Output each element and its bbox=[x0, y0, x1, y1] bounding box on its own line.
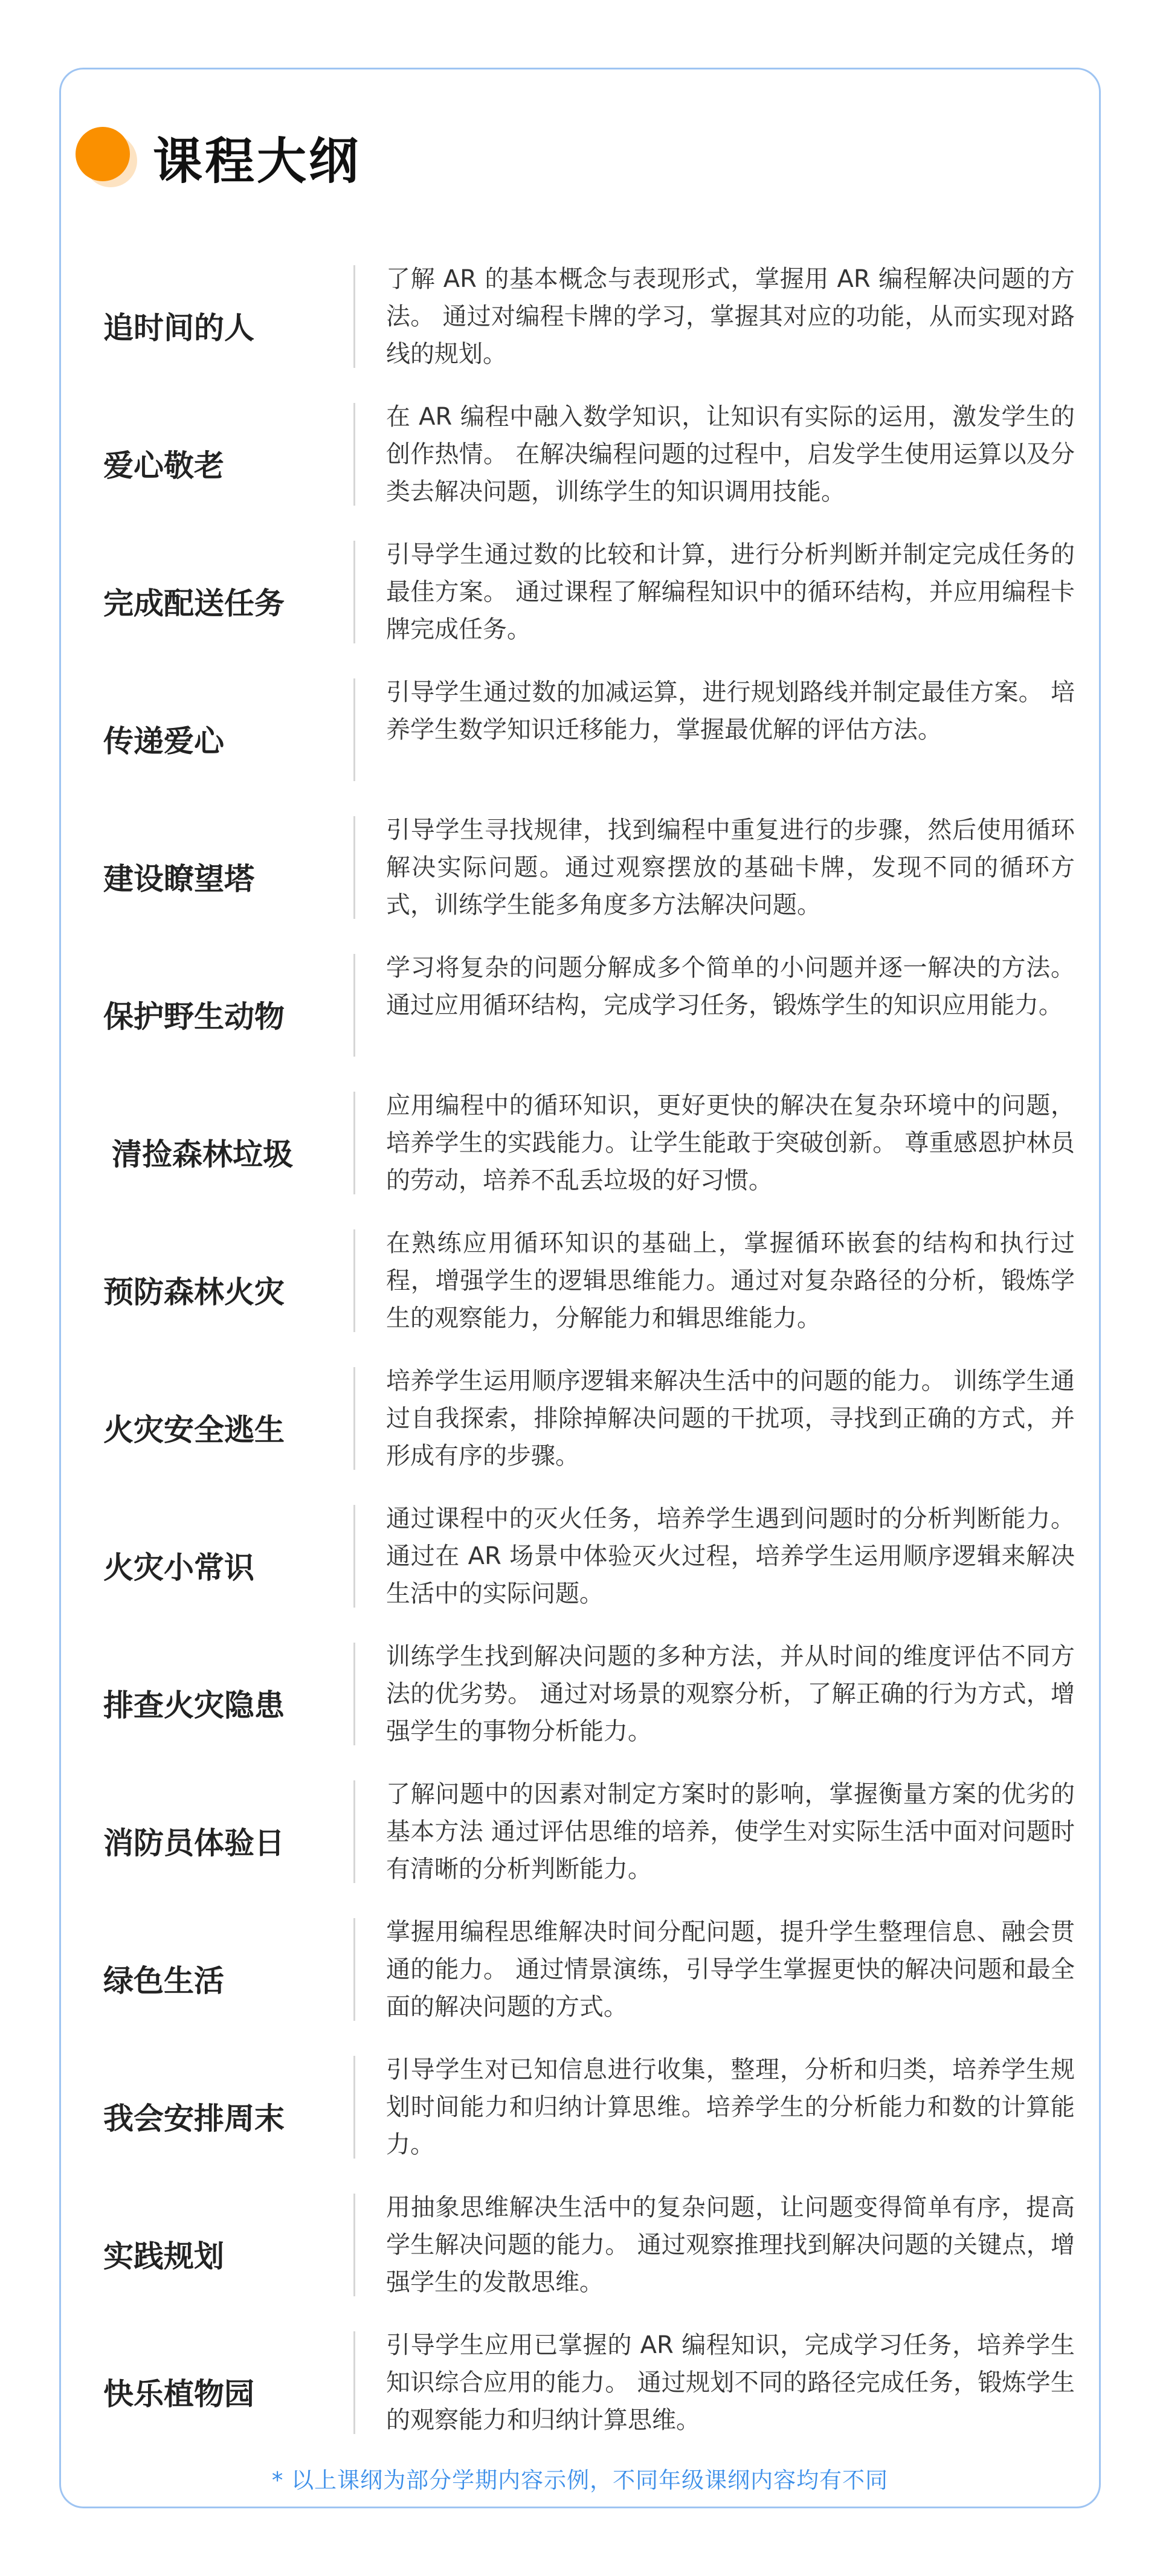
row-divider bbox=[353, 2194, 355, 2296]
course-name: 绿色生活 bbox=[103, 1963, 224, 1998]
footnote: * 以上课纲为部分学期内容示例，不同年级课纲内容均有不同 bbox=[271, 2467, 889, 2493]
course-description: 用抽象思维解决生活中的复杂问题，让问题变得简单有序，提高学生解决问题的能力。 通过观察推理找到解决问题的关键点，增强学生的发散思维。 bbox=[386, 2194, 1075, 2296]
course-row bbox=[61, 1496, 1099, 1634]
course-description: 训练学生找到解决问题的多种方法，并从时间的维度评估不同方法的优劣势。 通过对场景的观察分析，了解正确的行为方式，增强学生的事物分析能力。 bbox=[386, 1643, 1075, 1745]
course-row bbox=[61, 532, 1099, 670]
course-row bbox=[61, 394, 1099, 532]
course-name: 完成配送任务 bbox=[103, 586, 285, 621]
course-name: 快乐植物园 bbox=[103, 2377, 254, 2412]
course-name: 传递爱心 bbox=[103, 724, 224, 759]
row-divider bbox=[353, 541, 355, 643]
course-name: 爱心敬老 bbox=[103, 448, 224, 483]
course-name: 消防员体验日 bbox=[103, 1826, 285, 1861]
orange-dot-icon bbox=[76, 127, 136, 187]
course-description: 学习将复杂的问题分解成多个简单的小问题并逐一解决的方法。 通过应用循环结构，完成学习任务，锻炼学生的知识应用能力。 bbox=[386, 954, 1075, 1019]
course-row bbox=[61, 1221, 1099, 1359]
course-description: 引导学生通过数的比较和计算，进行分析判断并制定完成任务的最佳方案。 通过课程了解编程知识中的循环结构，并应用编程卡牌完成任务。 bbox=[386, 541, 1075, 643]
course-description: 在熟练应用循环知识的基础上，掌握循环嵌套的结构和执行过程，增强学生的逻辑思维能力。通过对复杂路径的分析，锻炼学生的观察能力，分解能力和辑思维能力。 bbox=[386, 1229, 1075, 1332]
course-description: 通过课程中的灭火任务，培养学生遇到问题时的分析判断能力。通过在 AR 场景中体验灭火过程，培养学生运用顺序逻辑来解决生活中的实际问题。 bbox=[386, 1505, 1075, 1608]
course-row bbox=[61, 2185, 1099, 2323]
course-row bbox=[61, 670, 1099, 808]
course-name: 实践规划 bbox=[103, 2239, 224, 2274]
row-divider bbox=[353, 265, 355, 368]
course-description: 引导学生应用已掌握的 AR 编程知识，完成学习任务，培养学生知识综合应用的能力。 通过规划不同的路径完成任务，锻炼学生的观察能力和归纳计算思维。 bbox=[386, 2331, 1075, 2434]
course-description: 引导学生对已知信息进行收集，整理，分析和归类，培养学生规划时间能力和归纳计算思维。培养学生的分析能力和数的计算能力。 bbox=[386, 2056, 1075, 2159]
course-description: 引导学生通过数的加减运算，进行规划路线并制定最佳方案。 培养学生数学知识迁移能力，掌握最优解的评估方法。 bbox=[386, 678, 1075, 744]
course-description: 了解问题中的因素对制定方案时的影响，掌握衡量方案的优劣的基本方法 通过评估思维的培养，使学生对实际生活中面对问题时有清晰的分析判断能力。 bbox=[386, 1780, 1075, 1883]
course-name: 火灾小常识 bbox=[103, 1550, 254, 1585]
course-name: 火灾安全逃生 bbox=[103, 1412, 285, 1447]
course-name: 建设瞭望塔 bbox=[103, 861, 254, 897]
row-divider bbox=[353, 1092, 355, 1194]
course-row bbox=[61, 1083, 1099, 1221]
row-divider bbox=[353, 954, 355, 1057]
course-description: 在 AR 编程中融入数学知识，让知识有实际的运用，激发学生的创作热情。 在解决编程问题的过程中，启发学生使用运算以及分类去解决问题，训练学生的知识调用技能。 bbox=[386, 403, 1075, 506]
row-divider bbox=[353, 403, 355, 506]
course-row bbox=[61, 2047, 1099, 2185]
course-row bbox=[61, 1910, 1099, 2047]
course-description: 掌握用编程思维解决时间分配问题，提升学生整理信息、融会贯通的能力。 通过情景演练，引导学生掌握更快的解决问题和最全面的解决问题的方式。 bbox=[386, 1918, 1075, 2021]
row-divider bbox=[353, 1229, 355, 1332]
row-divider bbox=[353, 1918, 355, 2021]
row-divider bbox=[353, 1505, 355, 1608]
syllabus-card bbox=[59, 68, 1101, 2508]
page-title: 课程大纲 bbox=[153, 132, 361, 190]
course-name: 清捡森林垃圾 bbox=[112, 1137, 293, 1172]
row-divider bbox=[353, 678, 355, 781]
course-name: 预防森林火灾 bbox=[103, 1275, 285, 1310]
row-divider bbox=[353, 1780, 355, 1883]
course-row bbox=[61, 808, 1099, 945]
row-divider bbox=[353, 2331, 355, 2434]
course-name: 排查火灾隐患 bbox=[103, 1688, 285, 1723]
course-name: 追时间的人 bbox=[103, 311, 254, 346]
row-divider bbox=[353, 1643, 355, 1745]
row-divider bbox=[353, 2056, 355, 2159]
course-row bbox=[61, 2323, 1099, 2461]
course-description: 了解 AR 的基本概念与表现形式，掌握用 AR 编程解决问题的方法。 通过对编程卡牌的学习，掌握其对应的功能，从而实现对路线的规划。 bbox=[386, 265, 1075, 368]
syllabus-header bbox=[76, 124, 361, 190]
row-divider bbox=[353, 816, 355, 919]
course-description: 培养学生运用顺序逻辑来解决生活中的问题的能力。 训练学生通过自我探索，排除掉解决问题的干扰项，寻找到正确的方式，并形成有序的步骤。 bbox=[386, 1367, 1075, 1470]
course-description: 引导学生寻找规律，找到编程中重复进行的步骤，然后使用循环解决实际问题。通过观察摆放的基础卡牌，发现不同的循环方式，训练学生能多角度多方法解决问题。 bbox=[386, 816, 1075, 919]
course-row bbox=[61, 1772, 1099, 1910]
row-divider bbox=[353, 1367, 355, 1470]
course-name: 我会安排周末 bbox=[103, 2101, 285, 2136]
course-row bbox=[61, 1634, 1099, 1772]
course-row bbox=[61, 1359, 1099, 1496]
course-name: 保护野生动物 bbox=[103, 999, 285, 1034]
course-row bbox=[61, 257, 1099, 394]
course-description: 应用编程中的循环知识，更好更快的解决在复杂环境中的问题，培养学生的实践能力。让学生能敢于突破创新。 尊重感恩护林员的劳动，培养不乱丢垃圾的好习惯。 bbox=[386, 1092, 1075, 1194]
course-row bbox=[61, 945, 1099, 1083]
